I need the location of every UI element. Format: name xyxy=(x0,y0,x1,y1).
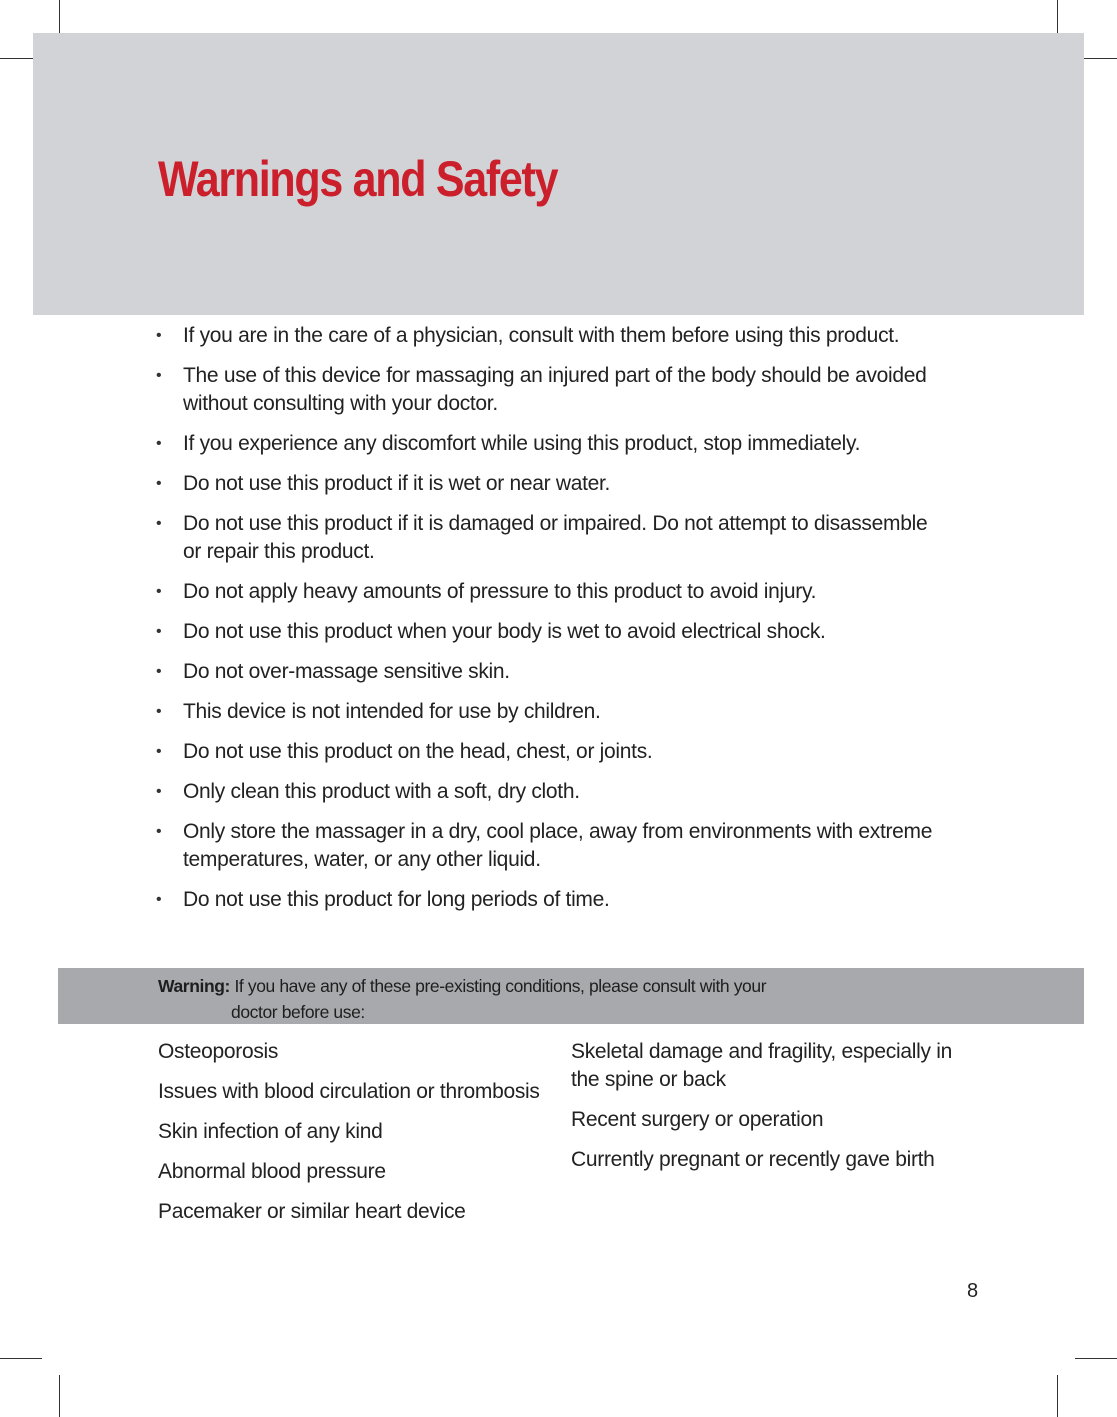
bullet-icon: • xyxy=(156,823,162,840)
bullet-icon: • xyxy=(156,367,162,384)
warning-label: Warning: xyxy=(158,976,230,996)
warning-line-2: doctor before use: xyxy=(231,1002,365,1022)
bullet-icon: • xyxy=(156,743,162,760)
bullet-icon: • xyxy=(156,583,162,600)
list-item: • Do not use this product on the head, chest, or joints. xyxy=(150,738,950,766)
list-item: Issues with blood circulation or thrombosis xyxy=(158,1080,540,1103)
crop-mark xyxy=(59,1375,60,1417)
conditions-list-right xyxy=(571,1038,971,1186)
warnings-list xyxy=(150,322,950,926)
list-item: • This device is not intended for use by children. xyxy=(150,698,950,726)
list-item: • If you are in the care of a physician, consult with them before using this product. xyxy=(150,322,950,350)
crop-mark xyxy=(0,1358,42,1359)
list-item: • Only store the massager in a dry, cool place, away from environments with extreme temperatures, water, or any other liquid. xyxy=(156,820,933,871)
list-item: • If you experience any discomfort while using this product, stop immediately. xyxy=(150,430,950,458)
page-title: Warnings and Safety xyxy=(158,151,558,207)
list-item: Currently pregnant or recently gave birth xyxy=(571,1148,935,1171)
conditions-list-left xyxy=(158,1038,558,1238)
bullet-icon: • xyxy=(156,623,162,640)
list-item: • Do not apply heavy amounts of pressure to this product to avoid injury. xyxy=(150,578,950,606)
bullet-icon: • xyxy=(156,783,162,800)
list-item: • Do not over-massage sensitive skin. xyxy=(150,658,950,686)
list-item: • Do not use this product if it is damaged or impaired. Do not attempt to disassemble or repair this product. xyxy=(156,512,928,563)
crop-mark xyxy=(1075,1358,1117,1359)
warning-line-1: If you have any of these pre-existing conditions, please consult with your xyxy=(234,976,767,996)
list-item: Pacemaker or similar heart device xyxy=(158,1200,466,1223)
page-number: 8 xyxy=(967,1280,979,1302)
list-item: • The use of this device for massaging an injured part of the body should be avoided without consulting with your doctor. xyxy=(156,364,927,415)
bullet-icon: • xyxy=(156,475,162,492)
crop-mark xyxy=(1057,1375,1058,1417)
list-item: Skin infection of any kind xyxy=(158,1120,383,1143)
list-item: • Do not use this product if it is wet or near water. xyxy=(150,470,950,498)
list-item: • Do not use this product for long periods of time. xyxy=(150,886,950,914)
bullet-icon: • xyxy=(156,891,162,908)
list-item: Skeletal damage and fragility, especially in the spine or back xyxy=(571,1040,952,1091)
list-item: Recent surgery or operation xyxy=(571,1108,824,1131)
list-item: Osteoporosis xyxy=(158,1040,279,1063)
bullet-icon: • xyxy=(156,663,162,680)
list-item: • Only clean this product with a soft, dry cloth. xyxy=(150,778,950,806)
bullet-icon: • xyxy=(156,515,162,532)
warning-notice xyxy=(158,973,858,1025)
bullet-icon: • xyxy=(156,703,162,720)
list-item: Abnormal blood pressure xyxy=(158,1160,386,1183)
bullet-icon: • xyxy=(156,327,162,344)
bullet-icon: • xyxy=(156,435,162,452)
list-item: • Do not use this product when your body is wet to avoid electrical shock. xyxy=(150,618,950,646)
